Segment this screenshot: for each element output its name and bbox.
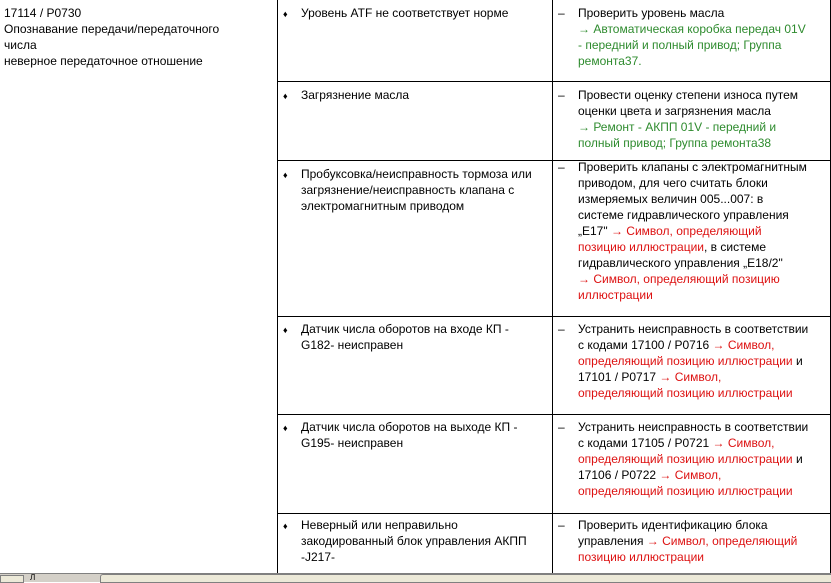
tab-button[interactable]: [0, 575, 24, 583]
remedy-cell: [578, 159, 828, 303]
fault-code-cell: [4, 5, 274, 69]
symbol-link[interactable]: определяющий позицию иллюстрации: [578, 484, 793, 498]
cause-cell: [301, 166, 551, 214]
dash-icon: –: [558, 6, 565, 20]
remedy-text: приводом, для чего считать блоки: [578, 176, 768, 190]
remedy-text: оценки цвета и загрязнения масла: [578, 104, 771, 118]
cause-text: Неверный или неправильно: [301, 518, 458, 532]
remedy-text: 17101 / P0717: [578, 370, 660, 384]
column-divider: [277, 0, 278, 575]
symbol-link[interactable]: → Символ,: [712, 436, 775, 450]
cause-text: -J217-: [301, 550, 336, 564]
remedy-line: [578, 435, 830, 451]
row-divider: [277, 81, 831, 82]
remedy-line: [578, 337, 830, 353]
cause-text: G182- неисправен: [301, 338, 404, 352]
remedy-text: Провести оценку степени износа путем: [578, 88, 799, 102]
remedy-text: 17106 / P0722: [578, 468, 660, 482]
cause-text: Загрязнение масла: [301, 88, 410, 102]
cause-text: Уровень ATF не соответствует норме: [301, 6, 509, 20]
remedy-line: [578, 223, 828, 239]
cause-text: Пробуксовка/неисправность тормоза или: [301, 167, 532, 181]
cause-text: загрязнение/неисправность клапана с: [301, 183, 515, 197]
symbol-link[interactable]: → Символ, определяющий позицию: [578, 272, 780, 286]
cause-text: G195- неисправен: [301, 436, 404, 450]
remedy-line: [578, 533, 830, 549]
remedy-text: Устранить неисправность в соответствии: [578, 322, 809, 336]
remedy-cell: [578, 517, 830, 565]
remedy-cell: [578, 321, 830, 401]
symbol-link[interactable]: определяющий позицию иллюстрации: [578, 452, 793, 466]
remedy-line: [578, 239, 828, 255]
row-divider: [277, 513, 831, 514]
remedy-text: „E17": [578, 224, 608, 238]
dash-icon: –: [558, 160, 565, 174]
remedy-text: гидравлического управления „E18/2": [578, 256, 783, 270]
row-divider: [277, 316, 831, 317]
remedy-text: Устранить неисправность в соответствии: [578, 420, 809, 434]
fault-description: Опознавание передачи/передаточного: [4, 22, 220, 36]
bullet-icon: ♦: [283, 9, 288, 19]
symbol-link[interactable]: → Символ, определяющий: [610, 224, 762, 238]
cause-text: закодированный блок управления АКПП: [301, 534, 527, 548]
column-divider: [552, 0, 553, 575]
remedy-text: с кодами 17105 / P0721: [578, 436, 713, 450]
remedy-text: и: [792, 354, 803, 368]
dash-icon: –: [558, 88, 565, 102]
cause-cell: [301, 419, 551, 451]
cause-text: Датчик числа оборотов на выходе КП -: [301, 420, 518, 434]
symbol-link[interactable]: определяющий позицию иллюстрации: [578, 354, 793, 368]
remedy-line: [578, 451, 830, 467]
remedy-cell: [578, 87, 828, 151]
dash-icon: –: [558, 322, 565, 336]
remedy-line: [578, 369, 830, 385]
bullet-icon: ♦: [283, 91, 288, 101]
repair-link[interactable]: ремонта37.: [578, 54, 642, 68]
bullet-icon: ♦: [283, 521, 288, 531]
symbol-link[interactable]: → Символ, определяющий: [646, 534, 798, 548]
symbol-link[interactable]: позицию иллюстрации: [578, 240, 704, 254]
dash-icon: –: [558, 518, 565, 532]
repair-link[interactable]: - передний и полный привод; Группа: [578, 38, 782, 52]
remedy-text: Проверить идентификацию блока: [578, 518, 768, 532]
remedy-text: с кодами 17100 / P0716: [578, 338, 713, 352]
bullet-icon: ♦: [283, 423, 288, 433]
remedy-text: , в системе: [703, 240, 767, 254]
cause-cell: [301, 5, 551, 21]
remedy-cell: [578, 5, 828, 69]
horizontal-scrollbar[interactable]: [100, 574, 831, 583]
bullet-icon: ♦: [283, 325, 288, 335]
symbol-link[interactable]: иллюстрации: [578, 288, 653, 302]
row-divider: [277, 414, 831, 415]
cause-text: электромагнитным приводом: [301, 199, 465, 213]
repair-link[interactable]: полный привод; Группа ремонта38: [578, 136, 772, 150]
remedy-text: управления: [578, 534, 647, 548]
symbol-link[interactable]: позицию иллюстрации: [578, 550, 704, 564]
dash-icon: –: [558, 420, 565, 434]
fault-code: 17114 / P0730: [4, 6, 82, 20]
symbol-link[interactable]: → Символ,: [712, 338, 775, 352]
bullet-icon: ♦: [283, 170, 288, 180]
cause-cell: [301, 87, 551, 103]
remedy-line: [578, 467, 830, 483]
tab-label: Л: [30, 574, 36, 581]
fault-description: числа: [4, 38, 37, 52]
symbol-link[interactable]: → Символ,: [659, 370, 722, 384]
cause-text: Датчик числа оборотов на входе КП -: [301, 322, 509, 336]
repair-link[interactable]: → Ремонт - АКПП 01V - передний и: [578, 120, 777, 134]
symbol-link[interactable]: определяющий позицию иллюстрации: [578, 386, 793, 400]
remedy-line: [578, 353, 830, 369]
remedy-text: Проверить клапаны с электромагнитным: [578, 160, 807, 174]
remedy-text: системе гидравлического управления: [578, 208, 789, 222]
fault-description: неверное передаточное отношение: [4, 54, 203, 68]
repair-link[interactable]: → Автоматическая коробка передач 01V: [578, 22, 806, 36]
symbol-link[interactable]: → Символ,: [659, 468, 722, 482]
cause-cell: [301, 517, 551, 565]
remedy-cell: [578, 419, 830, 499]
remedy-text: измеряемых величин 005...007: в: [578, 192, 764, 206]
remedy-text: Проверить уровень масла: [578, 6, 725, 20]
cause-cell: [301, 321, 551, 353]
remedy-text: и: [792, 452, 803, 466]
